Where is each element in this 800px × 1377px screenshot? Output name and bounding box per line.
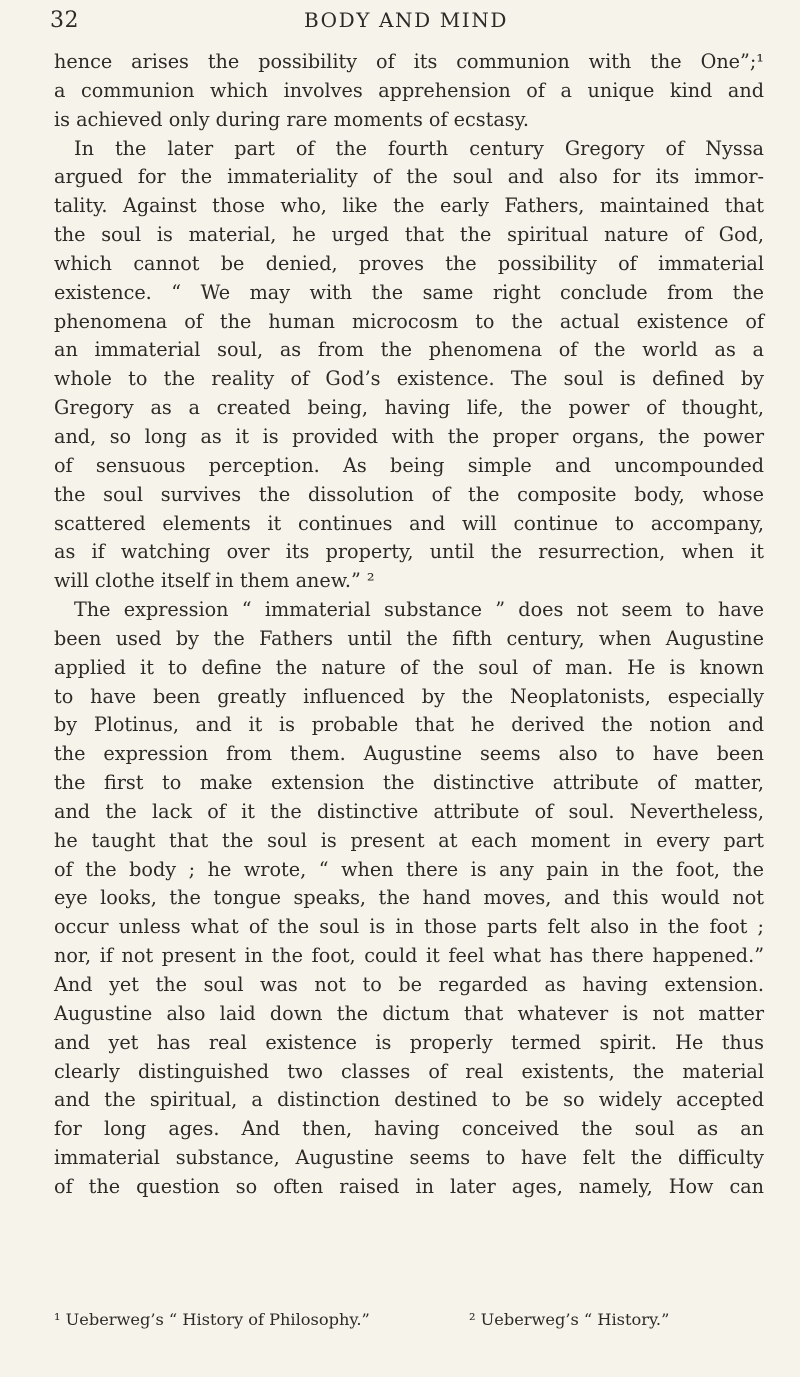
text-line: an immaterial soul, as from the phenomena of the world as a — [54, 338, 764, 362]
text-line: to have been greatly influenced by the Neoplatonists, especially — [54, 684, 764, 708]
text-line: the soul is material, he urged that the spiritual nature of God, — [54, 223, 764, 247]
text-line: applied it to define the nature of the soul of man. He is known — [54, 655, 764, 679]
running-head — [50, 8, 762, 48]
text-line: of the question so often raised in later ages, namely, How can — [54, 1174, 764, 1198]
text-line: The expression “ immaterial substance ” does not seem to have — [74, 598, 764, 622]
text-line: the soul survives the dissolution of the composite body, whose — [54, 482, 764, 506]
text-line: been used by the Fathers until the fifth century, when Augustine — [54, 626, 764, 650]
text-line: And yet the soul was not to be regarded as having extension. — [54, 973, 764, 996]
text-line: eye looks, the tongue speaks, the hand moves, and this would not — [54, 886, 764, 910]
text-line: by Plotinus, and it is probable that he derived the notion and — [54, 713, 764, 737]
text-line: nor, if not present in the foot, could it feel what has there happened.” — [54, 944, 764, 968]
text-line: occur unless what of the soul is in those parts felt also in the foot ; — [54, 915, 764, 939]
text-line: immaterial substance, Augustine seems to have felt the difficulty — [54, 1146, 764, 1170]
text-line: of the body ; he wrote, “ when there is any pain in the foot, the — [54, 857, 764, 881]
text-line: whole to the reality of God’s existence. The soul is defined by — [54, 367, 764, 391]
text-line: and the lack of it the distinctive attribute of soul. Nevertheless, — [54, 799, 764, 823]
text-line: the expression from them. Augustine seems also to have been — [54, 742, 764, 766]
footnote-1: ¹ Ueberweg’s “ History of Philosophy.” — [54, 1310, 370, 1329]
text-line: existence. “ We may with the same right conclude from the — [54, 280, 764, 304]
text-line: In the later part of the fourth century Gregory of Nyssa — [74, 136, 764, 160]
text-line: as if watching over its property, until the resurrection, when it — [54, 540, 764, 564]
text-line: Augustine also laid down the dictum that whatever is not matter — [54, 1001, 764, 1025]
text-line: for long ages. And then, having conceived the soul as an — [54, 1117, 764, 1141]
text-line: is achieved only during rare moments of ecstasy. — [54, 107, 530, 131]
page-number: 32 — [50, 8, 79, 33]
footnotes — [54, 1306, 764, 1334]
text-line: phenomena of the human microcosm to the actual existence of — [54, 309, 764, 333]
text-line: argued for the immateriality of the soul and also for its immor- — [54, 165, 764, 189]
text-line: which cannot be denied, proves the possibility of immaterial — [54, 251, 764, 275]
text-line: and the spiritual, a distinction destined to be so widely accepted — [54, 1088, 764, 1112]
text-line: the first to make extension the distinctive attribute of matter, — [54, 771, 764, 795]
text-line: a communion which involves apprehension of a unique kind and — [54, 78, 764, 102]
text-line: tality. Against those who, like the early Fathers, maintained that — [54, 194, 764, 218]
text-line: Gregory as a created being, having life, the power of thought, — [54, 396, 764, 420]
text-line: clearly distinguished two classes of real existents, the material — [54, 1059, 764, 1083]
footnote-2: ² Ueberweg’s “ History.” — [469, 1310, 670, 1329]
running-title: BODY AND MIND — [303, 8, 509, 32]
text-line: of sensuous perception. As being simple and uncompounded — [54, 453, 764, 477]
text-line: hence arises the possibility of its communion with the One”;¹ — [54, 50, 764, 73]
text-line: will clothe itself in them anew.” ² — [54, 569, 375, 593]
text-line: scattered elements it continues and will continue to accompany, — [54, 511, 764, 535]
body-text — [54, 48, 764, 1202]
text-line: and, so long as it is provided with the proper organs, the power — [54, 424, 764, 448]
text-line: and yet has real existence is properly termed spirit. He thus — [54, 1030, 764, 1054]
text-line: he taught that the soul is present at each moment in every part — [54, 828, 764, 852]
